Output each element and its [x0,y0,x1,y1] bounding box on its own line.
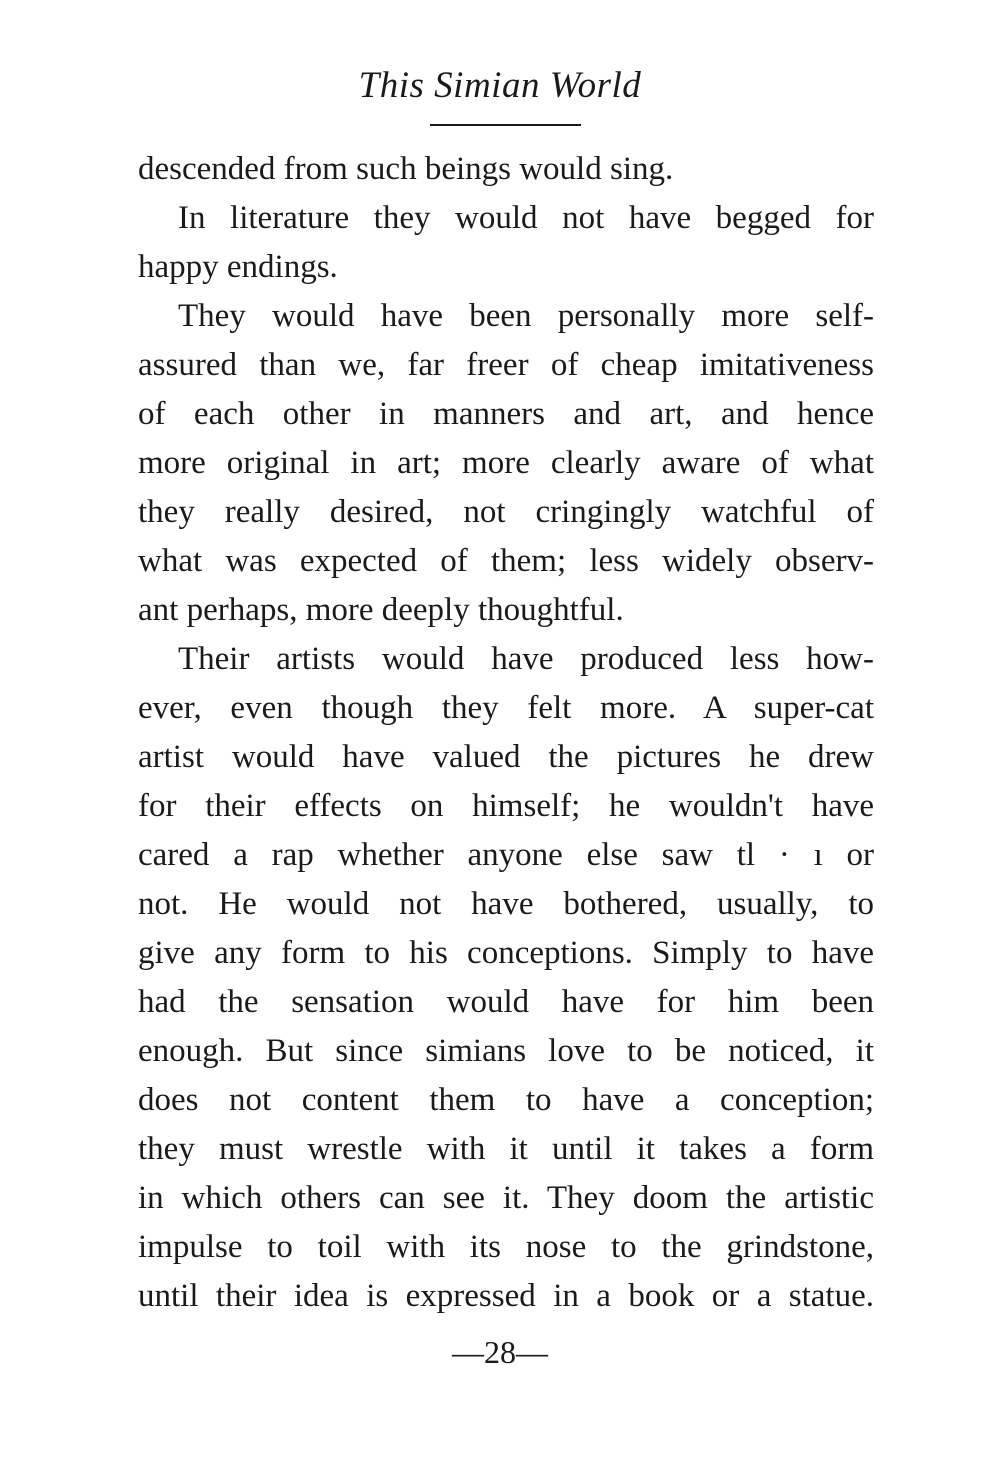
text-line: they must wrestle with it until it takes a form [138,1131,874,1167]
text-line: impulse to toil with its nose to the grindstone, [138,1229,874,1265]
text-line: They would have been personally more self- [178,298,874,334]
text-line: in which others can see it. They doom the artistic [138,1180,874,1216]
text-line: they really desired, not cringingly watchful of [138,494,874,530]
text-line: for their effects on himself; he wouldn't have [138,788,874,824]
text-line: artist would have valued the pictures he drew [138,739,874,775]
text-line: ever, even though they felt more. A super-cat [138,690,874,726]
text-line: does not content them to have a conception; [138,1082,874,1118]
text-line: cared a rap whether anyone else saw tl · ı or [138,837,874,873]
text-line: had the sensation would have for him been [138,984,874,1020]
running-head-rule [430,124,581,126]
text-line: happy endings. [138,249,338,285]
text-line: give any form to his conceptions. Simply to have [138,935,874,971]
running-head: This Simian World [358,65,642,106]
text-line: enough. But since simians love to be noticed, it [138,1033,874,1069]
page-number: —28— [452,1334,548,1370]
text-line: what was expected of them; less widely observ- [138,543,874,579]
text-line: of each other in manners and art, and hence [138,396,874,432]
text-line: assured than we, far freer of cheap imitativeness [138,347,874,383]
text-line: not. He would not have bothered, usually, to [138,886,874,922]
body-text [138,145,874,1321]
text-line: Their artists would have produced less how- [178,641,874,677]
text-line: until their idea is expressed in a book or a statue. [138,1278,874,1314]
text-line: descended from such beings would sing. [138,151,674,187]
text-line: ant perhaps, more deeply thoughtful. [138,592,624,628]
text-line: more original in art; more clearly aware of what [138,445,874,481]
text-line: In literature they would not have begged for [178,200,874,236]
